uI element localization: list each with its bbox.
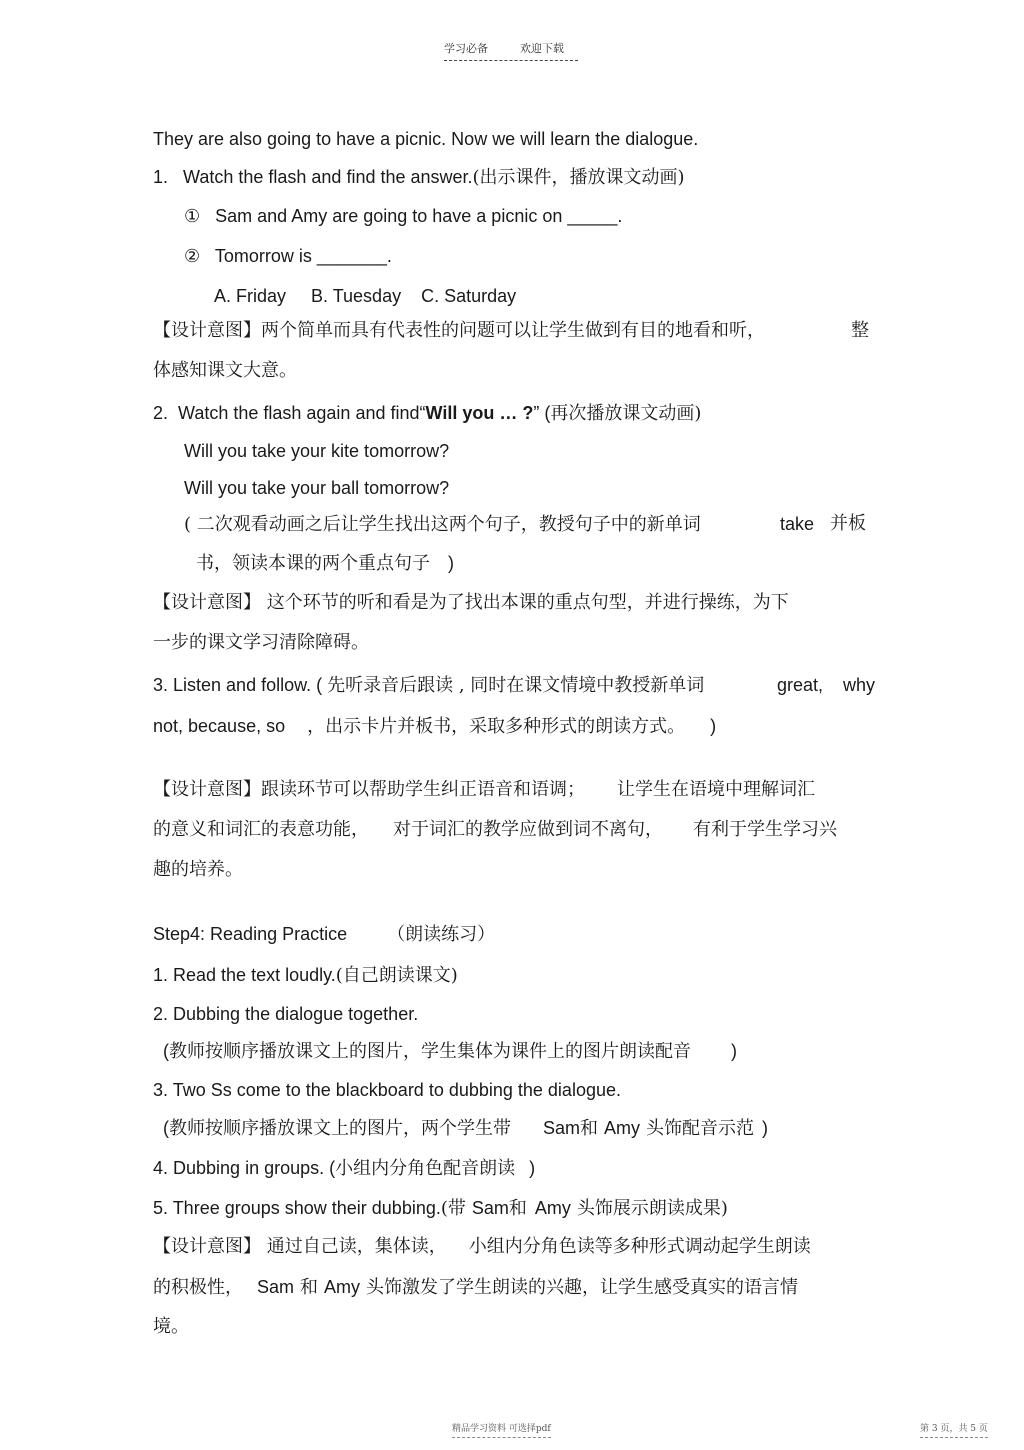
line-text: 3. Listen and follow. ( <box>153 675 328 695</box>
line-text-3: Amy <box>534 1198 571 1218</box>
line-text-2: ) <box>710 716 717 736</box>
line-text: Step4: Reading Practice <box>153 924 348 944</box>
body-line <box>153 673 875 698</box>
body-line <box>153 1002 418 1026</box>
line-note: 境。 <box>153 1316 189 1337</box>
body-line <box>153 401 701 426</box>
line-text-2: ) <box>529 1158 536 1178</box>
line-text: 5. Three groups show their dubbing. <box>153 1198 441 1218</box>
line-text-2: Sam <box>543 1118 581 1138</box>
line-note-3: 头饰展示朗读成果) <box>576 1198 728 1219</box>
page-header <box>444 40 578 61</box>
line-note: 【设计意图】 通过自己读，集体读， <box>153 1236 447 1257</box>
line-text: ② Tomorrow is _______. <box>184 246 392 266</box>
page-number: 第 3 页，共 5 页 <box>920 1421 988 1438</box>
body-line <box>153 165 685 190</box>
line-note: 【设计意图】跟读环节可以帮助学生纠正语音和语调； <box>153 779 585 800</box>
line-text: ① Sam and Amy are going to have a picnic on _____. <box>184 206 623 226</box>
body-line <box>153 1078 621 1102</box>
body-line <box>153 714 716 739</box>
body-line <box>163 1116 768 1141</box>
line-note-3: 头饰激发了学生朗读的兴趣，让学生感受真实的语言情 <box>366 1277 799 1298</box>
line-note-3: 有利于学生学习兴 <box>693 819 837 840</box>
body-line <box>153 1315 189 1339</box>
line-note-2: 和 <box>300 1277 319 1298</box>
body-line <box>153 127 698 151</box>
body-line <box>153 818 837 842</box>
body-line <box>153 963 458 988</box>
line-note: 教师按顺序播放课文上的图片，两个学生带 <box>169 1118 511 1139</box>
line-note-2: 让学生在语境中理解词汇 <box>617 779 815 800</box>
line-text-2: ” ( <box>533 403 551 423</box>
line-text: Will you take your ball tomorrow? <box>184 478 450 498</box>
body-line <box>184 512 872 537</box>
line-note-end: 整 <box>851 320 869 341</box>
line-note-2: 小组内分角色读等多种形式调动起学生朗读 <box>468 1236 811 1257</box>
line-text: A. Friday B. Tuesday C. Saturday <box>214 286 517 306</box>
line-text: 3. Two Ss come to the blackboard to dubbing the dialogue. <box>153 1080 621 1100</box>
line-text: Will you take your kite tomorrow? <box>184 441 450 461</box>
line-note-2: 和 <box>508 1198 527 1219</box>
line-text: Sam <box>257 1277 295 1297</box>
line-note: 体感知课文大意。 <box>153 360 297 381</box>
line-note: 教师按顺序播放课文上的图片，学生集体为课件上的图片朗读配音 <box>169 1041 691 1062</box>
header-right: 欢迎下载 <box>520 42 564 55</box>
line-note: (自己朗读课文) <box>335 965 458 986</box>
line-note: 趣的培养。 <box>153 859 243 880</box>
line-note: 一步的课文学习清除障碍。 <box>153 632 369 653</box>
line-note: 【设计意图】两个简单而具有代表性的问题可以让学生做到有目的地看和听， <box>153 320 765 341</box>
line-text: 2. Dubbing the dialogue together. <box>153 1004 419 1024</box>
line-bold: Will you … ? <box>425 403 534 423</box>
line-note: 小组内分角色配音朗读 <box>335 1158 516 1179</box>
line-text: 2. Watch the flash again and find“ <box>153 403 426 423</box>
line-note-end: 并板 <box>830 513 866 534</box>
line-text: 4. Dubbing in groups. ( <box>153 1158 336 1178</box>
line-text: They are also going to have a picnic. Now we will learn the dialogue. <box>153 129 699 149</box>
line-note-3: 头饰配音示范 <box>646 1118 755 1139</box>
body-line <box>153 1196 728 1221</box>
line-text-2: ) <box>731 1041 737 1061</box>
line-text: ( <box>163 1041 169 1061</box>
line-text-2: great, why <box>776 675 875 695</box>
line-text-3: Amy <box>604 1118 641 1138</box>
body-line <box>153 1275 798 1300</box>
body-line <box>184 476 449 500</box>
footer-left: 精品学习资料 可选择pdf <box>452 1421 551 1438</box>
line-note: 先听录音后跟读 , 同时在课文情境中教授新单词 <box>327 675 705 696</box>
line-note: 的积极性， <box>153 1277 243 1298</box>
line-text-4: ) <box>762 1118 769 1138</box>
line-note: 再次播放课文动画) <box>550 403 702 424</box>
line-text: 1. Read the text loudly. <box>153 965 336 985</box>
body-line <box>196 551 454 576</box>
body-line <box>153 1156 535 1181</box>
line-note-2: 对于词汇的教学应做到词不离句， <box>393 819 663 840</box>
design-intent <box>153 1235 811 1259</box>
header-left: 学习必备 <box>444 42 488 55</box>
line-text: 1. Watch the flash and find the answer. <box>153 167 473 187</box>
design-intent <box>153 778 815 802</box>
line-text-2: Sam <box>471 1198 509 1218</box>
body-line <box>153 359 297 383</box>
body-line <box>153 631 369 655</box>
body-line <box>163 1039 737 1064</box>
design-intent <box>153 319 873 343</box>
line-text: not, because, so <box>153 716 286 736</box>
line-text-2: Amy <box>324 1277 361 1297</box>
line-note-2: 和 <box>580 1118 599 1139</box>
body-line <box>153 858 243 882</box>
line-note: 【设计意图】 这个环节的听和看是为了找出本课的重点句型，并进行操练，为下 <box>153 592 789 613</box>
design-intent <box>153 591 789 615</box>
line-note: 的意义和词汇的表意功能， <box>153 819 369 840</box>
line-text: ( <box>163 1118 169 1138</box>
line-note: (出示课件，播放课文动画) <box>472 167 685 188</box>
body-line <box>184 439 449 463</box>
answer-options <box>214 284 516 308</box>
section-heading <box>153 922 495 947</box>
line-text: ) <box>448 553 454 573</box>
line-note: （朗读练习） <box>387 924 496 945</box>
line-note: (带 <box>440 1198 466 1219</box>
line-note: ，出示卡片并板书，采取多种形式的朗读方式。 <box>307 716 677 737</box>
line-note: 书，领读本课的两个重点句子 <box>196 553 430 574</box>
line-note: ( 二次观看动画之后让学生找出这两个句子，教授句子中的新单词 <box>184 514 701 535</box>
body-line <box>184 204 622 228</box>
body-line <box>184 244 392 268</box>
line-text: take <box>780 514 815 534</box>
